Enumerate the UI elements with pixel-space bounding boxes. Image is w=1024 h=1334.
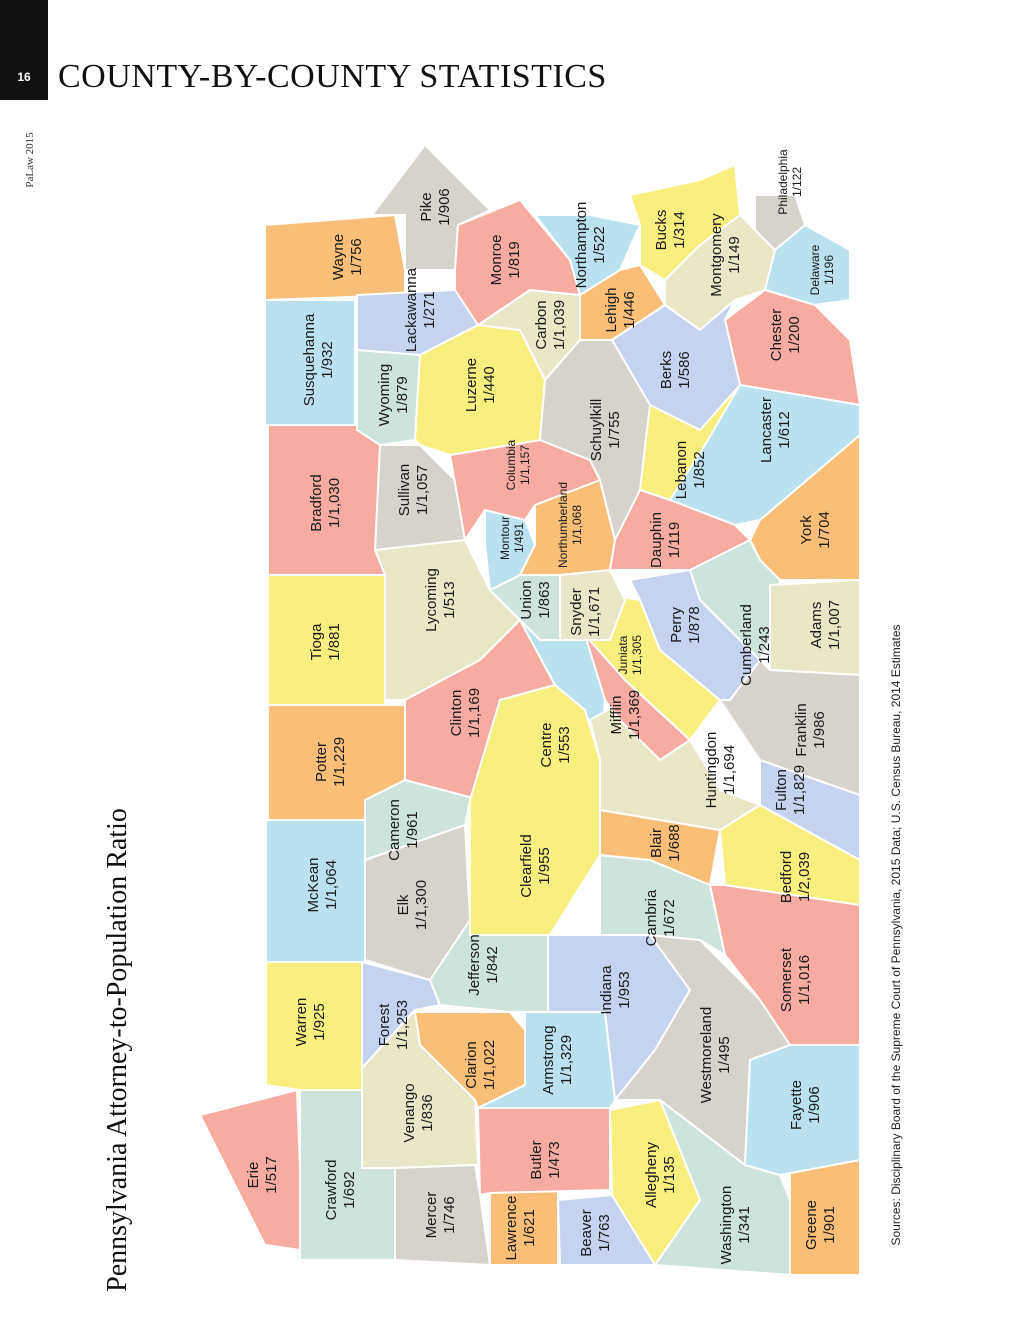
county-ratio: 1/755	[606, 411, 623, 449]
publication-name: PaLaw 2015	[24, 132, 36, 188]
county-name: Huntingdon	[703, 731, 720, 809]
county-ratio: 1/196	[822, 254, 836, 286]
county-name: Bucks	[653, 209, 670, 251]
county-ratio: 1/2,039	[796, 851, 813, 903]
county-ratio: 1/1,305	[630, 634, 644, 676]
county-ratio: 1/314	[671, 211, 688, 249]
county-name: Delaware	[808, 244, 822, 296]
county-name: Chester	[768, 308, 785, 362]
county-name: Mifflin	[608, 695, 625, 735]
county-ratio: 1/961	[404, 811, 421, 849]
county-name: Bedford	[778, 850, 795, 904]
county-label-union	[518, 580, 553, 619]
sources-note: Sources: Disciplinary Board of the Supreme Court of Pennsylvania, 2015 Data; U.S. Census Bureau, 2014 Estimates	[889, 624, 903, 1246]
map-title: Pennsylvania Attorney-to-Population Ratio	[102, 808, 133, 1292]
county-name: Washington	[718, 1185, 735, 1265]
county-name: Potter	[313, 741, 330, 783]
county-label-clinton	[448, 688, 483, 738]
county-label-beaver	[578, 1209, 613, 1257]
county-name: Clarion	[463, 1041, 480, 1089]
county-label-butler	[528, 1140, 563, 1179]
county-ratio: 1/842	[484, 946, 501, 984]
county-name: Susquehanna	[301, 313, 318, 407]
county-name: Fulton	[773, 769, 790, 811]
county-label-fulton	[773, 765, 808, 815]
county-name: Warren	[293, 997, 310, 1047]
county-name: Somerset	[778, 947, 795, 1013]
county-label-bradford	[308, 474, 343, 532]
county-ratio: 1/517	[263, 1156, 280, 1194]
county-ratio: 1/1,157	[518, 444, 532, 486]
county-ratio: 1/446	[621, 291, 638, 329]
county-ratio: 1/1,057	[414, 464, 431, 516]
page-number: 16	[17, 70, 31, 84]
county-ratio: 1/1,253	[394, 999, 411, 1051]
county-label-lehigh	[603, 287, 638, 332]
county-ratio: 1/953	[616, 971, 633, 1009]
county-ratio: 1/513	[441, 581, 458, 619]
county-label-berks	[658, 351, 693, 389]
county-name: Butler	[528, 1140, 545, 1180]
county-label-somerset	[778, 947, 813, 1012]
county-label-mckean	[305, 857, 340, 912]
county-ratio: 1/863	[536, 581, 553, 619]
county-label-fayette	[788, 1080, 823, 1130]
county-ratio: 1/881	[326, 623, 343, 661]
county-label-columbia	[504, 439, 532, 490]
county-name: McKean	[305, 857, 322, 913]
county-name: Pike	[418, 192, 435, 222]
county-name: Schuylkill	[588, 398, 605, 462]
county-name: Sullivan	[396, 463, 413, 517]
county-label-blair	[648, 824, 683, 862]
county-ratio: 1/906	[436, 188, 453, 226]
county-ratio: 1/1,169	[466, 687, 483, 739]
county-ratio: 1/473	[546, 1141, 563, 1179]
county-name: Berks	[658, 350, 675, 390]
county-name: Montour	[498, 515, 512, 561]
county-name: Adams	[808, 601, 825, 649]
county-ratio: 1/1,007	[826, 599, 843, 651]
county-ratio: 1/1,016	[796, 954, 813, 1006]
county-ratio: 1/135	[661, 1156, 678, 1194]
county-ratio: 1/925	[311, 1003, 328, 1041]
county-ratio: 1/879	[394, 376, 411, 414]
county-name: Erie	[245, 1161, 262, 1189]
county-ratio: 1/932	[319, 341, 336, 379]
county-ratio: 1/986	[811, 711, 828, 749]
county-label-clarion	[463, 1040, 498, 1090]
county-name: Armstrong	[540, 1025, 557, 1095]
county-ratio: 1/341	[736, 1206, 753, 1244]
county-ratio: 1/672	[661, 899, 678, 937]
county-name: Northampton	[573, 201, 590, 289]
county-ratio: 1/1,229	[331, 736, 348, 788]
county-label-greene	[803, 1200, 838, 1250]
county-name: Franklin	[793, 703, 810, 757]
county-ratio: 1/271	[421, 291, 438, 329]
page-title: COUNTY-BY-COUNTY STATISTICS	[58, 58, 607, 95]
county-ratio: 1/495	[716, 1036, 733, 1074]
county-label-indiana	[598, 965, 633, 1015]
county-name: Venango	[401, 1083, 418, 1143]
county-ratio: 1/836	[419, 1094, 436, 1132]
county-ratio: 1/522	[591, 226, 608, 264]
county-name: Bradford	[308, 474, 325, 532]
county-ratio: 1/906	[806, 1086, 823, 1124]
county-ratio: 1/955	[536, 847, 553, 885]
county-name: Lycoming	[423, 568, 440, 632]
county-name: Lebanon	[673, 440, 690, 500]
county-name: Dauphin	[648, 512, 665, 568]
county-name: Greene	[803, 1199, 820, 1251]
county-ratio: 1/122	[790, 166, 804, 198]
county-name: Cambria	[643, 889, 660, 947]
county-ratio: 1/1,030	[326, 477, 343, 529]
county-label-bedford	[778, 851, 813, 904]
county-name: Monroe	[488, 234, 505, 286]
county-name: Clinton	[448, 689, 465, 737]
county-ratio: 1/901	[821, 1206, 838, 1244]
county-name: York	[798, 515, 815, 545]
county-label-franklin	[793, 703, 828, 756]
county-ratio: 1/878	[686, 606, 703, 644]
county-name: Elk	[395, 894, 412, 916]
county-name: Snyder	[568, 588, 585, 636]
county-label-perry	[668, 606, 703, 644]
county-ratio: 1/852	[691, 451, 708, 489]
county-name: Lancaster	[758, 397, 775, 463]
county-ratio: 1/1,022	[481, 1039, 498, 1091]
county-ratio: 1/1,369	[626, 689, 643, 741]
county-label-forest	[376, 1000, 411, 1050]
county-ratio: 1/763	[596, 1214, 613, 1252]
county-name: Westmoreland	[698, 1006, 715, 1104]
county-ratio: 1/243	[756, 626, 773, 664]
county-label-potter	[313, 737, 348, 787]
county-name: Columbia	[504, 439, 518, 491]
county-label-erie	[245, 1156, 280, 1194]
county-ratio: 1/440	[481, 366, 498, 404]
county-name: Carbon	[533, 300, 550, 350]
county-name: Fayette	[788, 1079, 805, 1131]
county-ratio: 1/692	[341, 1171, 358, 1209]
county-ratio: 1/1,829	[791, 764, 808, 816]
county-name: Lehigh	[603, 287, 620, 333]
county-label-chester	[768, 309, 803, 362]
county-name: Wayne	[330, 233, 347, 281]
county-name: Montgomery	[708, 213, 725, 297]
county-label-juniata	[616, 635, 644, 675]
county-ratio: 1/491	[512, 522, 526, 554]
county-label-pike	[418, 188, 453, 226]
county-name: Mercer	[423, 1191, 440, 1239]
county-ratio: 1/200	[786, 316, 803, 354]
county-name: Forest	[376, 1003, 393, 1047]
county-label-carbon	[533, 300, 568, 350]
county-name: Union	[518, 580, 535, 620]
county-name: Allegheny	[643, 1142, 660, 1208]
county-ratio: 1/1,300	[413, 879, 430, 931]
county-ratio: 1/1,068	[570, 504, 584, 546]
county-label-bucks	[653, 210, 688, 251]
county-label-warren	[293, 998, 328, 1047]
county-label-monroe	[488, 235, 523, 286]
county-ratio: 1/621	[521, 1209, 538, 1247]
county-name: Lackawanna	[403, 267, 420, 353]
county-ratio: 1/1,694	[721, 744, 738, 796]
county-ratio: 1/746	[441, 1196, 458, 1234]
county-ratio: 1/612	[776, 411, 793, 449]
county-name: Tioga	[308, 623, 325, 661]
county-label-sullivan	[396, 464, 431, 517]
county-name: Centre	[538, 722, 555, 768]
county-ratio: 1/688	[666, 824, 683, 862]
county-name: Jefferson	[466, 934, 483, 996]
county-name: Wyoming	[376, 363, 393, 427]
county-label-armstrong	[540, 1025, 575, 1094]
county-ratio: 1/1,329	[558, 1034, 575, 1086]
county-name: Cameron	[386, 799, 403, 861]
county-name: Beaver	[578, 1209, 595, 1257]
county-name: Luzerne	[463, 357, 480, 413]
county-label-mifflin	[608, 690, 643, 740]
county-name: Lawrence	[503, 1195, 520, 1261]
county-ratio: 1/1,064	[323, 859, 340, 911]
county-ratio: 1/119	[666, 521, 683, 559]
county-label-wayne	[330, 234, 365, 280]
county-ratio: 1/586	[676, 351, 693, 389]
county-name: Cumberland	[738, 604, 755, 686]
county-name: Northumberland	[556, 481, 570, 569]
county-label-mercer	[423, 1192, 458, 1239]
county-name: Indiana	[598, 965, 615, 1015]
county-ratio: 1/553	[556, 726, 573, 764]
county-label-centre	[538, 722, 573, 767]
county-name: Philadelphia	[776, 149, 790, 215]
county-ratio: 1/1,039	[551, 299, 568, 351]
county-shapes	[200, 145, 860, 1275]
county-name: Juniata	[616, 635, 630, 675]
county-label-tioga	[308, 623, 343, 661]
county-ratio: 1/1,671	[586, 586, 603, 638]
county-ratio: 1/819	[506, 241, 523, 279]
county-label-snyder	[568, 587, 603, 637]
county-name: Clearfield	[518, 834, 535, 898]
county-label-york	[798, 511, 833, 549]
county-name: Blair	[648, 827, 665, 859]
county-ratio: 1/149	[726, 236, 743, 274]
county-ratio: 1/756	[348, 238, 365, 276]
county-ratio: 1/704	[816, 511, 833, 549]
county-name: Perry	[668, 607, 685, 643]
county-name: Crawford	[323, 1159, 340, 1221]
county-label-adams	[808, 600, 843, 650]
